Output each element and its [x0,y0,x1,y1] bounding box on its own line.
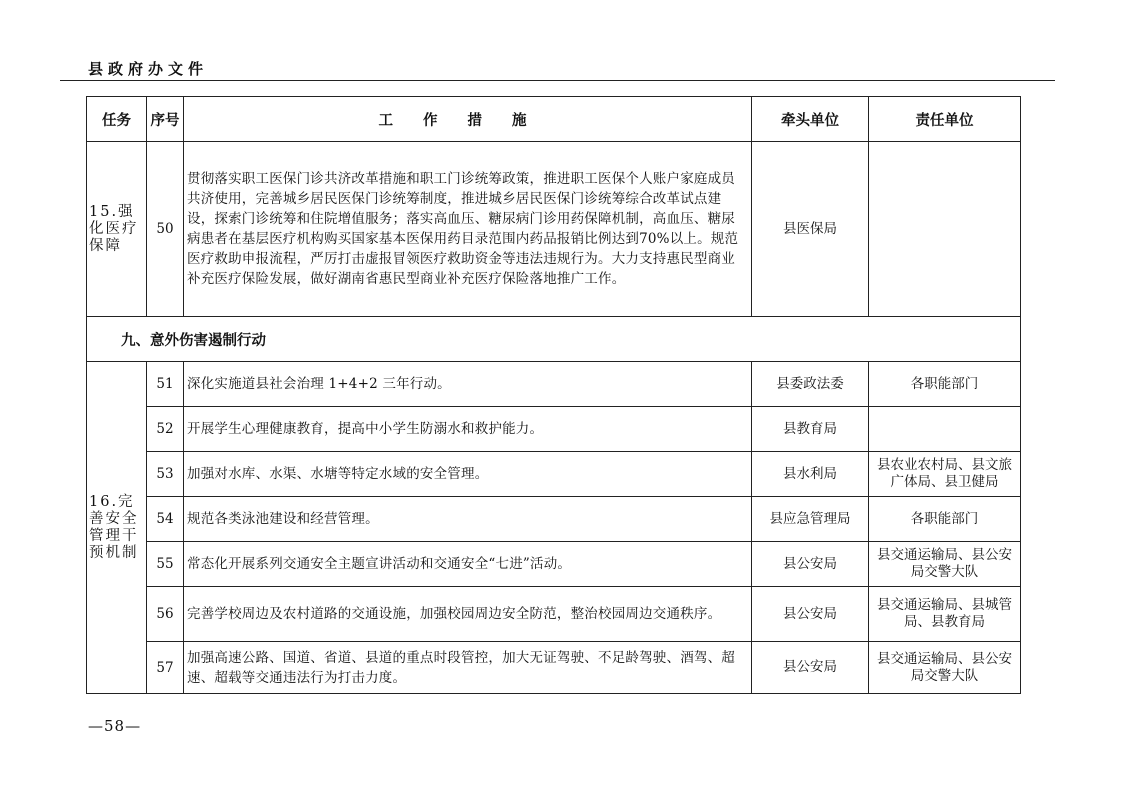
resp-unit-cell [869,142,1021,317]
header-rule [60,80,1055,81]
measure-cell: 规范各类泳池建设和经营管理。 [184,497,752,542]
resp-unit-cell: 县交通运输局、县城管局、县教育局 [869,587,1021,642]
work-measures-table [86,96,1021,694]
lead-unit-cell: 县医保局 [752,142,869,317]
lead-unit-cell: 县公安局 [752,587,869,642]
lead-unit-cell: 县教育局 [752,407,869,452]
task-cell-16: 16.完善安全管理干预机制 [87,362,147,694]
header-resp: 责任单位 [869,97,1021,142]
measure-cell: 开展学生心理健康教育，提高中小学生防溺水和救护能力。 [184,407,752,452]
seq-cell: 55 [147,542,184,587]
table-header-row [87,97,1021,142]
table-row [87,142,1021,317]
header-measure-text: 工作措施 [378,112,557,129]
seq-cell: 57 [147,642,184,694]
lead-unit-cell: 县公安局 [752,542,869,587]
lead-unit-cell: 县委政法委 [752,362,869,407]
section-heading: 九、意外伤害遏制行动 [87,317,1021,362]
resp-unit-cell: 各职能部门 [869,362,1021,407]
measure-cell: 加强高速公路、国道、省道、县道的重点时段管控，加大无证驾驶、不足龄驾驶、酒驾、超速、超载等交通违法行为打击力度。 [184,642,752,694]
page-number: —58— [88,717,142,735]
resp-unit-cell [869,407,1021,452]
measure-cell: 深化实施道县社会治理 1+4+2 三年行动。 [184,362,752,407]
seq-cell: 51 [147,362,184,407]
lead-unit-cell: 县公安局 [752,642,869,694]
measure-cell: 完善学校周边及农村道路的交通设施，加强校园周边安全防范，整治校园周边交通秩序。 [184,587,752,642]
header-task: 任务 [87,97,147,142]
resp-unit-cell: 县农业农村局、县文旅广体局、县卫健局 [869,452,1021,497]
table-row [87,452,1021,497]
task-cell-15: 15.强化医疗保障 [87,142,147,317]
seq-cell: 52 [147,407,184,452]
table-row [87,542,1021,587]
table-row [87,587,1021,642]
table-row [87,362,1021,407]
table-row [87,407,1021,452]
seq-cell: 56 [147,587,184,642]
seq-cell: 54 [147,497,184,542]
header-lead: 牵头单位 [752,97,869,142]
measure-cell: 常态化开展系列交通安全主题宣讲活动和交通安全“七进”活动。 [184,542,752,587]
lead-unit-cell: 县应急管理局 [752,497,869,542]
resp-unit-cell: 县交通运输局、县公安局交警大队 [869,542,1021,587]
header-measure [184,97,752,142]
seq-cell: 53 [147,452,184,497]
table-row [87,642,1021,694]
section-heading-row [87,317,1021,362]
document-header: 县政府办文件 [88,60,209,78]
lead-unit-cell: 县水利局 [752,452,869,497]
header-seq: 序号 [147,97,184,142]
table-row [87,497,1021,542]
resp-unit-cell: 各职能部门 [869,497,1021,542]
seq-cell: 50 [147,142,184,317]
measure-cell: 加强对水库、水渠、水塘等特定水域的安全管理。 [184,452,752,497]
resp-unit-cell: 县交通运输局、县公安局交警大队 [869,642,1021,694]
measure-cell: 贯彻落实职工医保门诊共济改革措施和职工门诊统筹政策，推进职工医保个人账户家庭成员共济使用，完善城乡居民医保门诊统筹制度，推进城乡居民医保门诊统筹综合改革试点建设，探索门诊统筹和住院增值服务；落实高血压、糖尿病门诊用药保障机制，高血压、糖尿病患者在基层医疗机构购买国家基本医保用药目录范围内药品报销比例达到70%以上。规范医疗救助申报流程，严厉打击虚报冒领医疗救助资金等违法违规行为。大力支持惠民型商业补充医疗保险发展，做好湖南省惠民型商业补充医疗保险落地推广工作。 [184,142,752,317]
